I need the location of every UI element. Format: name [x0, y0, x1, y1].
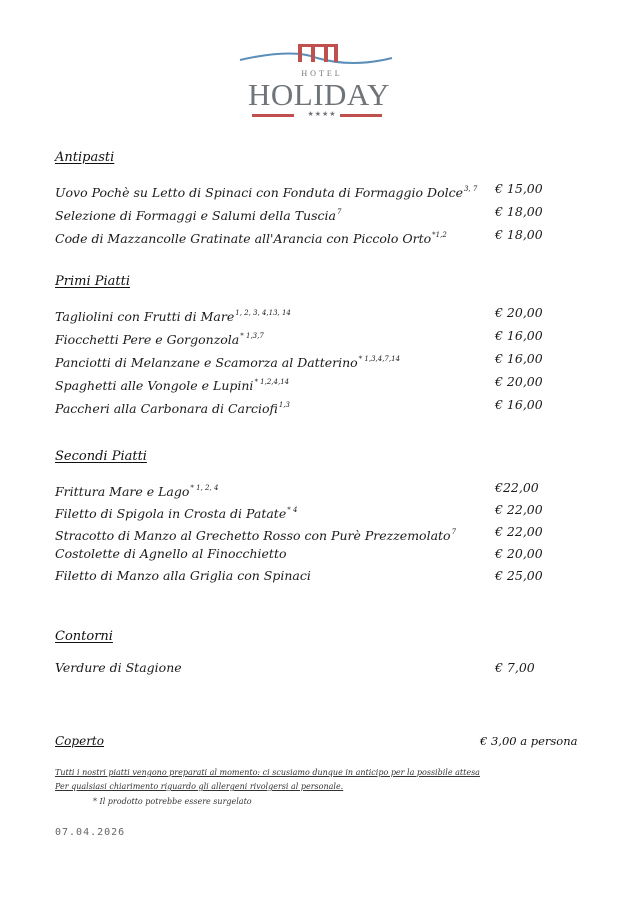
menu-item — [55, 304, 595, 322]
menu-item-allergens: 1,3 — [278, 401, 290, 409]
menu-item-name-text: Panciotti di Melanzane e Scamorza al Datterino — [55, 355, 358, 370]
menu-item-allergens: * 1, 2, 4 — [190, 484, 219, 492]
menu-item-name-text: Stracotto di Manzo al Grechetto Rosso con Purè Prezzemolato — [55, 528, 451, 543]
menu-item-name — [55, 350, 400, 372]
menu-item-price: € 20,00 — [495, 305, 543, 320]
menu-item — [55, 226, 595, 244]
coperto-price: € 3,00 a persona — [480, 734, 578, 748]
menu-item-name — [55, 567, 311, 585]
section-title-contorni: Contorni — [55, 629, 113, 644]
menu-item — [55, 396, 595, 414]
menu-item-name — [55, 479, 218, 501]
menu-item — [55, 501, 595, 519]
menu-item-allergens: * 1,2,4,14 — [254, 378, 290, 386]
menu-item-price: € 22,00 — [495, 524, 543, 539]
menu-item-name-text: Spaghetti alle Vongole e Lupini — [55, 378, 254, 393]
menu-item-name — [55, 523, 456, 545]
menu-item — [55, 523, 595, 541]
menu-item-name-text: Costolette di Agnello al Finocchietto — [55, 546, 287, 561]
menu-item — [55, 545, 595, 563]
menu-item — [55, 479, 595, 497]
logo-brand-name: HOLIDAY — [248, 77, 390, 112]
menu-item-name-text: Tagliolini con Frutti di Mare — [55, 309, 235, 324]
menu-item-name — [55, 396, 290, 418]
menu-item-price: € 25,00 — [495, 568, 543, 583]
menu-item-name — [55, 327, 264, 349]
menu-item-allergens: * 1,3,4,7,14 — [358, 355, 401, 363]
menu-item — [55, 567, 595, 585]
note-allergens: Per qualsiasi chiarimento riguardo gli allergeni rivolgersi al personale. — [55, 782, 344, 791]
menu-item-allergens: * 4 — [287, 506, 298, 514]
menu-item-price: € 20,00 — [495, 374, 543, 389]
note-preparation: Tutti i nostri piatti vengono preparati al momento: ci scusiamo dunque in anticipo per la possibile attesa — [55, 768, 480, 777]
menu-item — [55, 373, 595, 391]
menu-item-name-text: Code di Mazzancolle Gratinate all'Arancia con Piccolo Orto — [55, 231, 432, 246]
menu-item — [55, 327, 595, 345]
menu-item-name — [55, 203, 341, 225]
menu-item-price: € 15,00 — [495, 181, 543, 196]
menu-item-name-text: Filetto di Manzo alla Griglia con Spinaci — [55, 568, 311, 583]
menu-item-allergens: 7 — [336, 208, 342, 216]
menu-item-name — [55, 226, 447, 248]
menu-item-name-text: Selezione di Formaggi e Salumi della Tuscia — [55, 208, 336, 223]
menu-item-name-text: Verdure di Stagione — [55, 660, 182, 675]
menu-item-price: € 22,00 — [495, 502, 543, 517]
menu-date: 07.04.2026 — [55, 827, 126, 838]
menu-item-price: € 16,00 — [495, 328, 543, 343]
menu-item-name-text: Paccheri alla Carbonara di Carciofi — [55, 401, 278, 416]
menu-item-allergens: 3, 7 — [464, 185, 478, 193]
menu-item-name — [55, 545, 287, 563]
menu-item — [55, 659, 595, 677]
menu-item-name-text: Frittura Mare e Lago — [55, 484, 190, 499]
menu-item-allergens: 1, 2, 3, 4,13, 14 — [235, 309, 291, 317]
section-title-secondi: Secondi Piatti — [55, 449, 147, 464]
section-title-primi: Primi Piatti — [55, 274, 130, 289]
menu-item-price: €22,00 — [495, 480, 539, 495]
menu-item — [55, 180, 595, 198]
menu-item-name-text: Filetto di Spigola in Crosta di Patate — [55, 506, 287, 521]
menu-item-name — [55, 373, 289, 395]
menu-item-name — [55, 501, 297, 523]
menu-item-allergens: 7 — [451, 528, 457, 536]
logo-hotel-text: HOTEL — [301, 69, 343, 78]
menu-item — [55, 203, 595, 221]
section-title-antipasti: Antipasti — [55, 150, 115, 165]
coperto-label: Coperto — [55, 734, 104, 748]
menu-item-name — [55, 659, 182, 677]
menu-item-name — [55, 304, 291, 326]
menu-item-name-text: Fiocchetti Pere e Gorgonzola — [55, 332, 240, 347]
menu-item-price: € 16,00 — [495, 397, 543, 412]
menu-item-price: € 18,00 — [495, 204, 543, 219]
menu-item-price: € 7,00 — [495, 660, 535, 675]
menu-item-name — [55, 180, 477, 202]
menu-item-price: € 18,00 — [495, 227, 543, 242]
menu-item-price: € 20,00 — [495, 546, 543, 561]
note-frozen: * Il prodotto potrebbe essere surgelato — [93, 797, 252, 806]
menu-item-allergens: *1,2 — [432, 231, 447, 239]
menu-item-name-text: Uovo Pochè su Letto di Spinaci con Fonduta di Formaggio Dolce — [55, 185, 463, 200]
menu-item-price: € 16,00 — [495, 351, 543, 366]
menu-item — [55, 350, 595, 368]
logo-stars: ★★★★ — [307, 110, 337, 118]
menu-item-allergens: * 1,3,7 — [240, 332, 264, 340]
